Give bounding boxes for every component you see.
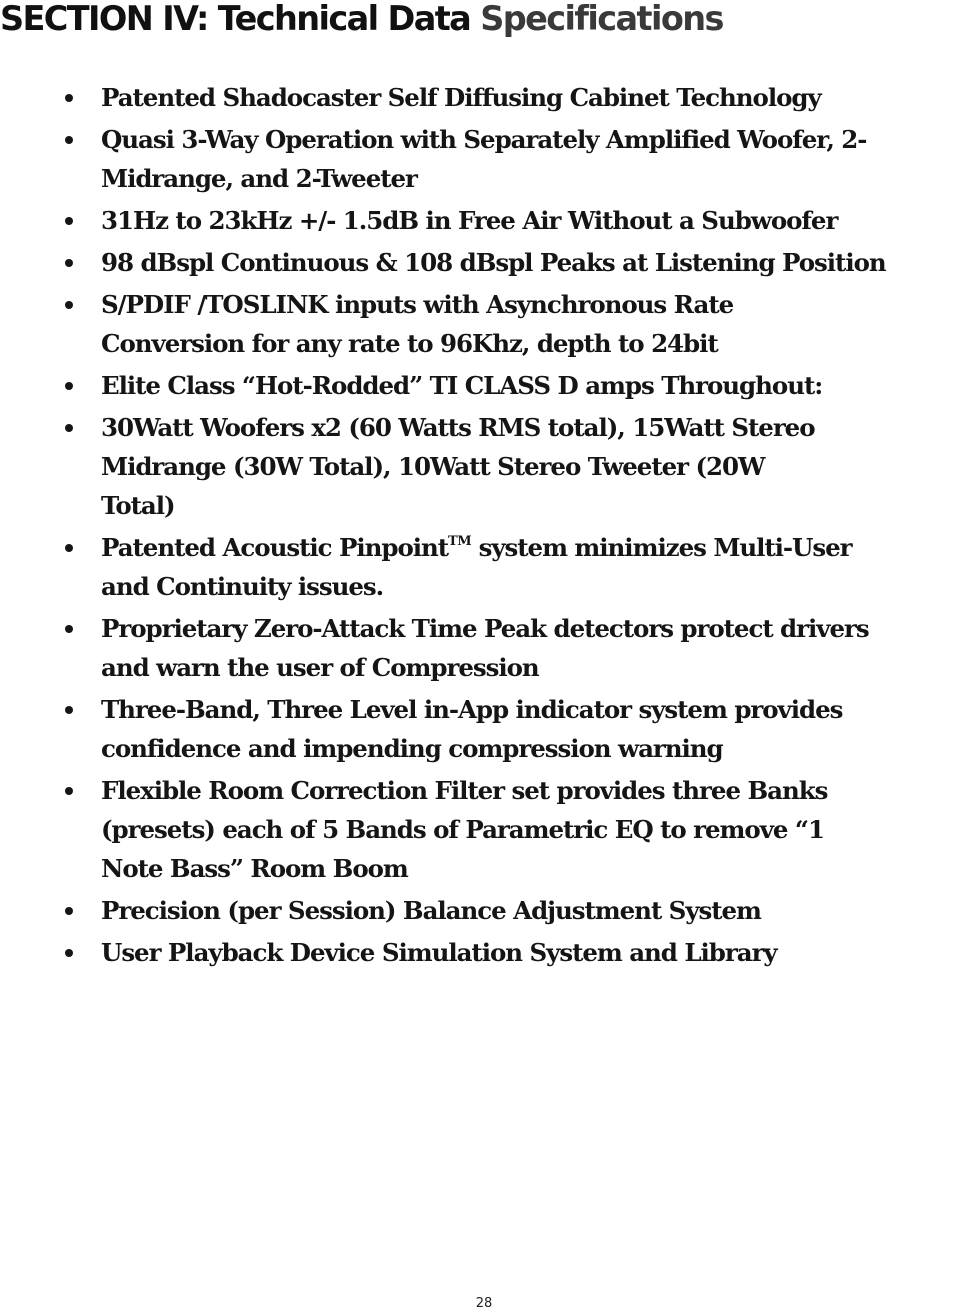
spec-text: User Playback Device Simulation System and Library [101,938,777,967]
section-title-main: Technical Data [217,0,471,38]
trademark-mark: TM [448,534,472,549]
spec-item [0,771,968,888]
section-label: SECTION IV: [0,0,208,38]
spec-text: 98 dBspl Continuous & 108 dBspl Peaks at Listening Position [101,248,886,277]
spec-text-line: and warn the user of Compression [101,653,539,682]
spec-item [0,78,968,117]
spec-item [0,609,968,687]
spec-text: Patented Shadocaster Self Diffusing Cabinet Technology [101,83,821,112]
bullet-icon [65,544,73,552]
spec-text-line [101,533,852,562]
bullet-icon [65,706,73,714]
spec-text: Elite Class “Hot-Rodded” TI CLASS D amps Throughout: [101,371,823,400]
bullet-icon [65,382,73,390]
spec-item [0,408,968,525]
spec-text-part: Patented Acoustic Pinpoint [101,533,449,562]
spec-item [0,528,968,606]
spec-text-line: confidence and impending compression warning [101,734,723,763]
spec-text-line: Quasi 3-Way Operation with Separately Amplified Woofer, 2- [101,125,867,154]
specification-list [0,78,968,972]
bullet-icon [65,136,73,144]
spec-text-line: Proprietary Zero-Attack Time Peak detectors protect drivers [101,614,869,643]
spec-text-line: Midrange (30W Total), 10Watt Stereo Tweeter (20W [101,452,765,481]
bullet-icon [65,259,73,267]
spec-item [0,285,968,363]
spec-text-line: (presets) each of 5 Bands of Parametric EQ to remove “1 [101,815,824,844]
bullet-icon [65,424,73,432]
bullet-icon [65,301,73,309]
spec-text-line: Midrange, and 2-Tweeter [101,164,417,193]
spec-text-line: Three-Band, Three Level in-App indicator system provides [101,695,843,724]
bullet-icon [65,625,73,633]
bullet-icon [65,94,73,102]
spec-text-line: and Continuity issues. [101,572,384,601]
section-title-tail: Specifications [480,0,723,38]
spec-item [0,891,968,930]
spec-item [0,933,968,972]
bullet-icon [65,217,73,225]
spec-text-line: S/PDIF /TOSLINK inputs with Asynchronous Rate [101,290,734,319]
spec-text: Precision (per Session) Balance Adjustment System [101,896,761,925]
section-heading [0,0,723,42]
spec-text-line: Note Bass” Room Boom [101,854,408,883]
spec-item [0,120,968,198]
bullet-icon [65,907,73,915]
page-number: 28 [475,1296,493,1311]
bullet-icon [65,949,73,957]
spec-item [0,201,968,240]
spec-text-line: 30Watt Woofers x2 (60 Watts RMS total), 15Watt Stereo [101,413,815,442]
spec-text-part: system minimizes Multi-User [471,533,852,562]
bullet-icon [65,787,73,795]
spec-item [0,243,968,282]
spec-text-line: Flexible Room Correction Filter set provides three Banks [101,776,828,805]
spec-item [0,690,968,768]
spec-text-line: Total) [101,491,175,520]
spec-text: 31Hz to 23kHz +/- 1.5dB in Free Air Without a Subwoofer [101,206,838,235]
spec-item [0,366,968,405]
spec-text-line: Conversion for any rate to 96Khz, depth to 24bit [101,329,718,358]
